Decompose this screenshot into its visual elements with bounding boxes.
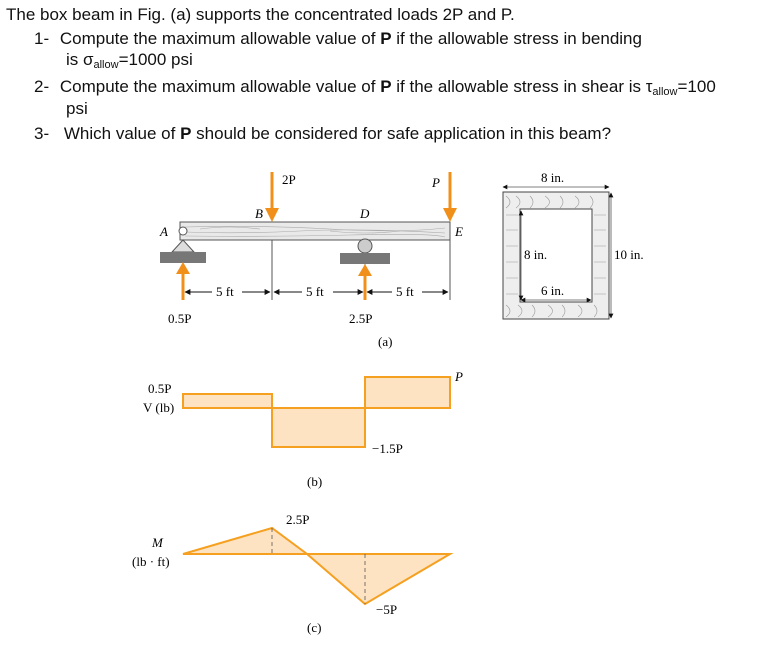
reaction-a-label: 0.5P (168, 311, 192, 326)
point-a-label: A (160, 224, 168, 239)
shear-diagram (143, 369, 463, 489)
moment-axis-unit: (lb · ft) (132, 554, 170, 569)
shear-region-bd (272, 408, 365, 447)
moment-min-label: −5P (376, 602, 398, 617)
moment-max-label: 2.5P (286, 512, 310, 527)
moment-diagram (132, 512, 450, 635)
dimension-ab: 5 ft (216, 284, 234, 299)
problem-intro: The box beam in Fig. (a) supports the concentrated loads 2P and P. (6, 5, 515, 24)
question-2-number: 2- (34, 77, 50, 96)
question-3: 3- Which value of P should be considered for safe application in this beam? (34, 124, 612, 143)
pin-support-a (172, 240, 194, 252)
shear-axis-label: V (lb) (143, 400, 175, 415)
beam-figure (159, 172, 463, 349)
moment-region-positive (183, 528, 307, 554)
moment-region-negative (307, 554, 450, 604)
load-p-arrow (443, 172, 457, 222)
question-2: 2- Compute the maximum allowable value of P if the allowable stress in shear is $\tau_{allow}=100$ (34, 77, 716, 98)
question-1-number: 1- (34, 29, 50, 48)
point-b-label: B (255, 206, 263, 221)
section-outer-height-label: 10 in. (614, 247, 644, 262)
reaction-a-arrow (176, 262, 190, 300)
shear-region-de (365, 377, 450, 408)
question-1: 1- Compute the maximum allowable value of P if the allowable stress in bending (34, 29, 642, 48)
point-d-label: D (360, 206, 370, 221)
section-width-label: 8 in. (541, 170, 565, 185)
section-inner-width-label: 6 in. (541, 283, 565, 298)
reaction-d-label: 2.5P (349, 311, 373, 326)
load-2p-arrow (265, 172, 279, 222)
question-2-line-2: psi (66, 99, 88, 118)
load-2p-label: 2P (282, 172, 296, 187)
section-inner-height-label: 8 in. (524, 247, 548, 262)
shear-region-ab (183, 394, 272, 408)
dimension-bd: 5 ft (306, 284, 324, 299)
moment-axis-label: M (152, 535, 163, 550)
box-section (503, 170, 644, 319)
figure-b-caption: (b) (307, 474, 323, 489)
shear-p-label: P (455, 369, 463, 384)
load-p-label: P (432, 175, 440, 190)
roller-support-d (358, 239, 372, 253)
question-1-line-2: is $\sigma_{allow}=1000$ psi (66, 50, 193, 71)
shear-value-label: 0.5P (148, 381, 172, 396)
figure-a-caption: (a) (378, 334, 393, 349)
dimension-de: 5 ft (396, 284, 414, 299)
point-e-label: E (455, 224, 463, 239)
shear-negative-label: −1.5P (372, 441, 403, 456)
reaction-d-arrow (358, 264, 372, 300)
figure-c-caption: (c) (307, 620, 322, 635)
question-3-number: 3- (34, 124, 50, 143)
